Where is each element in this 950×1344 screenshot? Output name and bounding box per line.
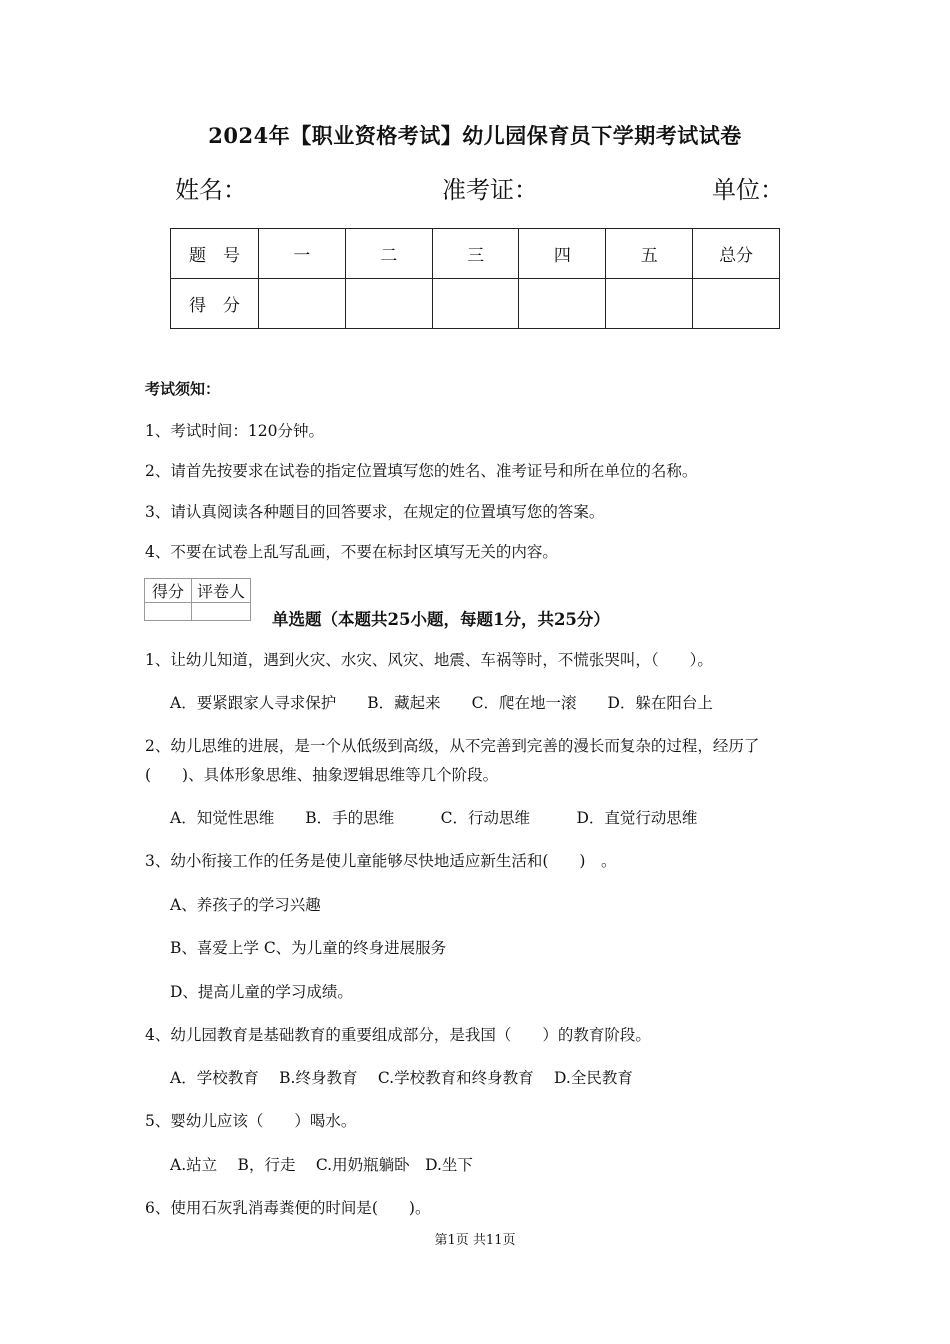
notice-heading: 考试须知： (145, 380, 221, 398)
exam-number-label: 准考证： (442, 176, 538, 204)
table-cell: 四 (519, 229, 606, 279)
score-table (170, 228, 780, 329)
score-input-cell (693, 279, 780, 329)
notice-item: 1、考试时间：120分钟。 (145, 422, 324, 440)
question-options: A.站立 B，行走 C.用奶瓶躺卧 D.坐下 (170, 1156, 473, 1174)
score-input-cell (606, 279, 693, 329)
question-stem: 5、婴幼儿应该（ ）喝水。 (145, 1112, 357, 1130)
table-cell: 题 号 (171, 229, 259, 279)
question-stem-continued: ( )、具体形象思维、抽象逻辑思维等几个阶段。 (145, 766, 499, 784)
grader-box (144, 578, 251, 621)
question-option: D、提高儿童的学习成绩。 (170, 983, 353, 1001)
notice-item: 4、不要在试卷上乱写乱画，不要在标封区填写无关的内容。 (145, 543, 558, 561)
question-options: A．知觉性思维 B．手的思维 C．行动思维 D．直觉行动思维 (170, 809, 698, 827)
score-input-cell (345, 279, 432, 329)
table-cell: 一 (259, 229, 346, 279)
question-stem: 6、使用石灰乳消毒粪便的时间是( )。 (145, 1199, 431, 1217)
notice-item: 3、请认真阅读各种题目的回答要求，在规定的位置填写您的答案。 (145, 503, 605, 521)
score-input-cell (519, 279, 606, 329)
score-input-cell (432, 279, 519, 329)
grader-score-cell (145, 603, 192, 621)
question-stem: 1、让幼儿知道，遇到火灾、水灾、风灾、地震、车祸等时，不慌张哭叫，（ ）。 (145, 651, 713, 669)
name-label: 姓名： (175, 176, 247, 204)
grader-reviewer-label: 评卷人 (192, 579, 251, 603)
score-table-score-row (171, 279, 780, 329)
section-title: 单选题（本题共25小题，每题1分，共25分） (272, 610, 610, 629)
table-cell: 总分 (693, 229, 780, 279)
score-input-cell (259, 279, 346, 329)
question-option: A、养孩子的学习兴趣 (170, 896, 321, 914)
notice-item: 2、请首先按要求在试卷的指定位置填写您的姓名、准考证号和所在单位的名称。 (145, 462, 698, 480)
question-option: B、喜爱上学 C、为儿童的终身进展服务 (170, 939, 447, 957)
question-options: A．学校教育 B.终身教育 C.学校教育和终身教育 D.全民教育 (170, 1069, 633, 1087)
score-table-header-row (171, 229, 780, 279)
unit-label: 单位： (712, 176, 784, 204)
table-cell: 三 (432, 229, 519, 279)
grader-score-label: 得分 (145, 579, 192, 603)
question-stem: 2、幼儿思维的进展，是一个从低级到高级，从不完善到完善的漫长而复杂的过程，经历了 (145, 737, 760, 755)
grader-reviewer-cell (192, 603, 251, 621)
page-footer: 第1页 共11页 (434, 1233, 516, 1248)
question-stem: 4、幼儿园教育是基础教育的重要组成部分，是我国（ ）的教育阶段。 (145, 1026, 651, 1044)
question-stem: 3、幼小衔接工作的任务是使儿童能够尽快地适应新生活和( ) 。 (145, 852, 617, 870)
table-cell: 二 (345, 229, 432, 279)
table-cell: 五 (606, 229, 693, 279)
page-title: 2024年【职业资格考试】幼儿园保育员下学期考试试卷 (208, 123, 742, 148)
question-options: A．要紧跟家人寻求保护 B．藏起来 C．爬在地一滚 D．躲在阳台上 (170, 694, 713, 712)
table-cell: 得 分 (171, 279, 259, 329)
